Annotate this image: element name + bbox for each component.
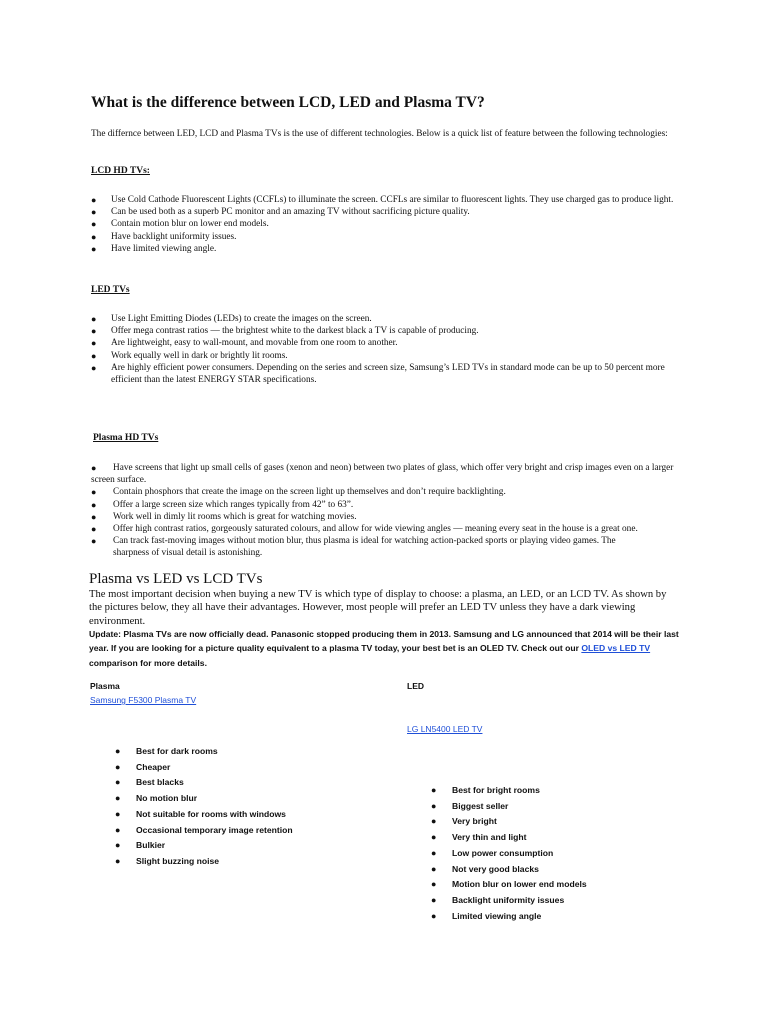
list-item [431, 799, 731, 815]
list-item-text: Backlight uniformity issues [452, 894, 565, 905]
list-item-text: Not very good blacks [452, 863, 539, 874]
bullet-icon: ● [431, 910, 437, 921]
bullet-icon: ● [115, 824, 121, 835]
update-text: Update: Plasma TVs are now officially dead. Panasonic stopped producing them in 2013. Samsung and LG announced that 2014 will be their last year. If you are looking for a picture quality equivalent to a plasma TV today, your best bet is an OLED TV. Check out our [89, 629, 679, 654]
list-item-text: Contain phosphors that create the image on the screen light up themselves and don’t require backlighting. [113, 487, 506, 498]
list-item-text: Occasional temporary image retention [136, 824, 293, 835]
bullet-icon: ● [91, 350, 97, 361]
list-item-text: Low power consumption [452, 847, 554, 858]
list-item [115, 760, 415, 776]
bullet-icon: ● [91, 499, 97, 510]
list-item [431, 830, 731, 846]
list-item [115, 775, 415, 791]
comparison-heading: Plasma vs LED vs LCD TVs [89, 571, 263, 587]
bullet-icon: ● [431, 816, 437, 827]
bullet-icon: ● [431, 785, 437, 795]
bullet-icon: ● [431, 847, 437, 858]
list-item-text: Biggest seller [452, 800, 509, 811]
list-item [115, 823, 415, 839]
list-item [115, 791, 415, 807]
bullet-icon: ● [91, 338, 97, 349]
bullet-icon: ● [91, 362, 97, 373]
bullet-icon: ● [115, 793, 121, 804]
list-item-text: Bulkier [136, 840, 166, 851]
list-item-text: Work well in dimly lit rooms which is great for watching movies. [113, 511, 357, 522]
comparison-lede: The most important decision when buying a new TV is which type of display to choose: a plasma, an LED, or an LCD TV. As shown by the pictures below, they all have their advantages. However, most people will prefer an LED TV unless they have a dark viewing environment. [89, 589, 667, 627]
list-item [91, 337, 681, 349]
bullet-icon: ● [91, 524, 97, 535]
list-item [115, 838, 415, 854]
list-item [91, 362, 671, 386]
list-item [91, 535, 653, 559]
list-item-text: Limited viewing angle [452, 910, 542, 921]
bullet-icon: ● [91, 219, 97, 230]
list-item [431, 846, 731, 862]
bullet-icon: ● [431, 879, 437, 890]
bullet-icon: ● [431, 894, 437, 905]
bullet-icon: ● [431, 800, 437, 811]
bullet-icon: ● [431, 832, 437, 843]
list-item [431, 893, 731, 909]
list-item-text: Best blacks [136, 777, 184, 788]
list-item-text: Motion blur on lower end models [452, 879, 587, 890]
list-item [91, 350, 681, 362]
bullet-icon: ● [431, 863, 437, 874]
list-item [91, 462, 683, 486]
list-item [91, 523, 683, 535]
list-item [115, 807, 415, 823]
list-item-text: Not suitable for rooms with windows [136, 808, 286, 819]
list-item-text: No motion blur [136, 793, 198, 804]
bullet-icon: ● [91, 487, 97, 498]
list-item-text: Use Cold Cathode Fluorescent Lights (CCFLs) to illuminate the screen. CCFLs are similar to fluorescent lights. They use charged gas to produce light. [111, 195, 674, 205]
plasma-column-label: Plasma [90, 681, 120, 691]
samsung-f5300-link[interactable]: Samsung F5300 Plasma TV [90, 695, 197, 705]
lcd-list [91, 194, 681, 255]
list-item [431, 862, 731, 878]
list-item-text: Offer a large screen size which ranges typically from 42” to 63”. [113, 499, 354, 510]
list-item-text: Can track fast-moving images without motion blur, thus plasma is ideal for watching action-packed sports or playing video games. The sharpness of visual detail is astonishing. [113, 536, 616, 559]
led-column-label: LED [407, 681, 424, 691]
bullet-icon: ● [91, 463, 97, 473]
list-item-text: Contain motion blur on lower end models. [111, 219, 269, 230]
list-item-text: Work equally well in dark or brightly lit rooms. [111, 350, 288, 361]
led-pros-cons-list [431, 783, 731, 924]
list-item [91, 231, 681, 243]
plasma-heading: Plasma HD TVs [93, 433, 159, 443]
list-item-text: Slight buzzing noise [136, 855, 220, 866]
bullet-icon: ● [115, 840, 121, 851]
bullet-icon: ● [91, 243, 97, 254]
bullet-icon: ● [115, 808, 121, 819]
list-item-text: Can be used both as a superb PC monitor and an amazing TV without sacrificing picture quality. [111, 207, 470, 218]
bullet-icon: ● [91, 207, 97, 218]
list-item-text: Have limited viewing angle. [111, 243, 217, 254]
update-text-end: comparison for more details. [89, 657, 207, 668]
list-item [91, 218, 681, 230]
lcd-heading: LCD HD TVs: [91, 166, 150, 176]
plasma-pros-cons-list [115, 744, 415, 870]
bullet-icon: ● [91, 195, 97, 205]
plasma-list [91, 462, 683, 560]
list-item-text: Very bright [452, 816, 497, 827]
bullet-icon: ● [91, 314, 97, 324]
list-item-text: Have backlight uniformity issues. [111, 231, 237, 242]
list-item-text: Very thin and light [452, 832, 527, 843]
list-item [91, 243, 681, 255]
list-item-text: Have screens that light up small cells of gases (xenon and neon) between two plates of glass, which offer very bright and crisp images even on a larger screen surface. [91, 463, 674, 486]
list-item [91, 499, 683, 511]
list-item [91, 206, 681, 218]
led-heading: LED TVs [91, 285, 130, 295]
list-item [91, 511, 683, 523]
bullet-icon: ● [115, 855, 121, 866]
lg-ln5400-link[interactable]: LG LN5400 LED TV [407, 724, 483, 734]
bullet-icon: ● [91, 231, 97, 242]
list-item [431, 877, 731, 893]
list-item-text: Are highly efficient power consumers. Depending on the series and screen size, Samsung’s LED TVs in standard mode can be up to 50 percent more efficient than the latest ENERGY STAR specifications. [111, 362, 665, 386]
oled-vs-led-link[interactable]: OLED vs LED TV [581, 643, 651, 654]
list-item [431, 814, 731, 830]
list-item [91, 486, 683, 498]
list-item-text: Offer mega contrast ratios — the brightest white to the darkest black a TV is capable of producing. [111, 326, 479, 337]
list-item-text: Use Light Emitting Diodes (LEDs) to create the images on the screen. [111, 314, 372, 324]
bullet-icon: ● [91, 536, 97, 547]
update-note [89, 627, 689, 670]
list-item-text: Best for bright rooms [452, 785, 540, 795]
bullet-icon: ● [115, 777, 121, 788]
list-item [431, 783, 731, 799]
list-item [91, 194, 681, 206]
list-item [115, 854, 415, 870]
bullet-icon: ● [115, 761, 121, 772]
list-item [431, 909, 731, 925]
list-item [91, 313, 681, 325]
bullet-icon: ● [91, 326, 97, 337]
led-list [91, 313, 681, 386]
list-item [91, 325, 681, 337]
bullet-icon: ● [91, 511, 97, 522]
intro-paragraph: The differnce between LED, LCD and Plasma TVs is the use of different technologies. Below is a quick list of feature between the following technologies: [91, 129, 668, 139]
list-item-text: Offer high contrast ratios, gorgeously saturated colours, and allow for wide viewing angles — meaning every seat in the house is a great one. [113, 524, 638, 535]
page-title: What is the difference between LCD, LED and Plasma TV? [91, 94, 485, 111]
list-item [115, 744, 415, 760]
list-item-text: Cheaper [136, 761, 171, 772]
bullet-icon: ● [115, 746, 121, 756]
list-item-text: Best for dark rooms [136, 746, 218, 756]
list-item-text: Are lightweight, easy to wall-mount, and movable from one room to another. [111, 338, 398, 349]
